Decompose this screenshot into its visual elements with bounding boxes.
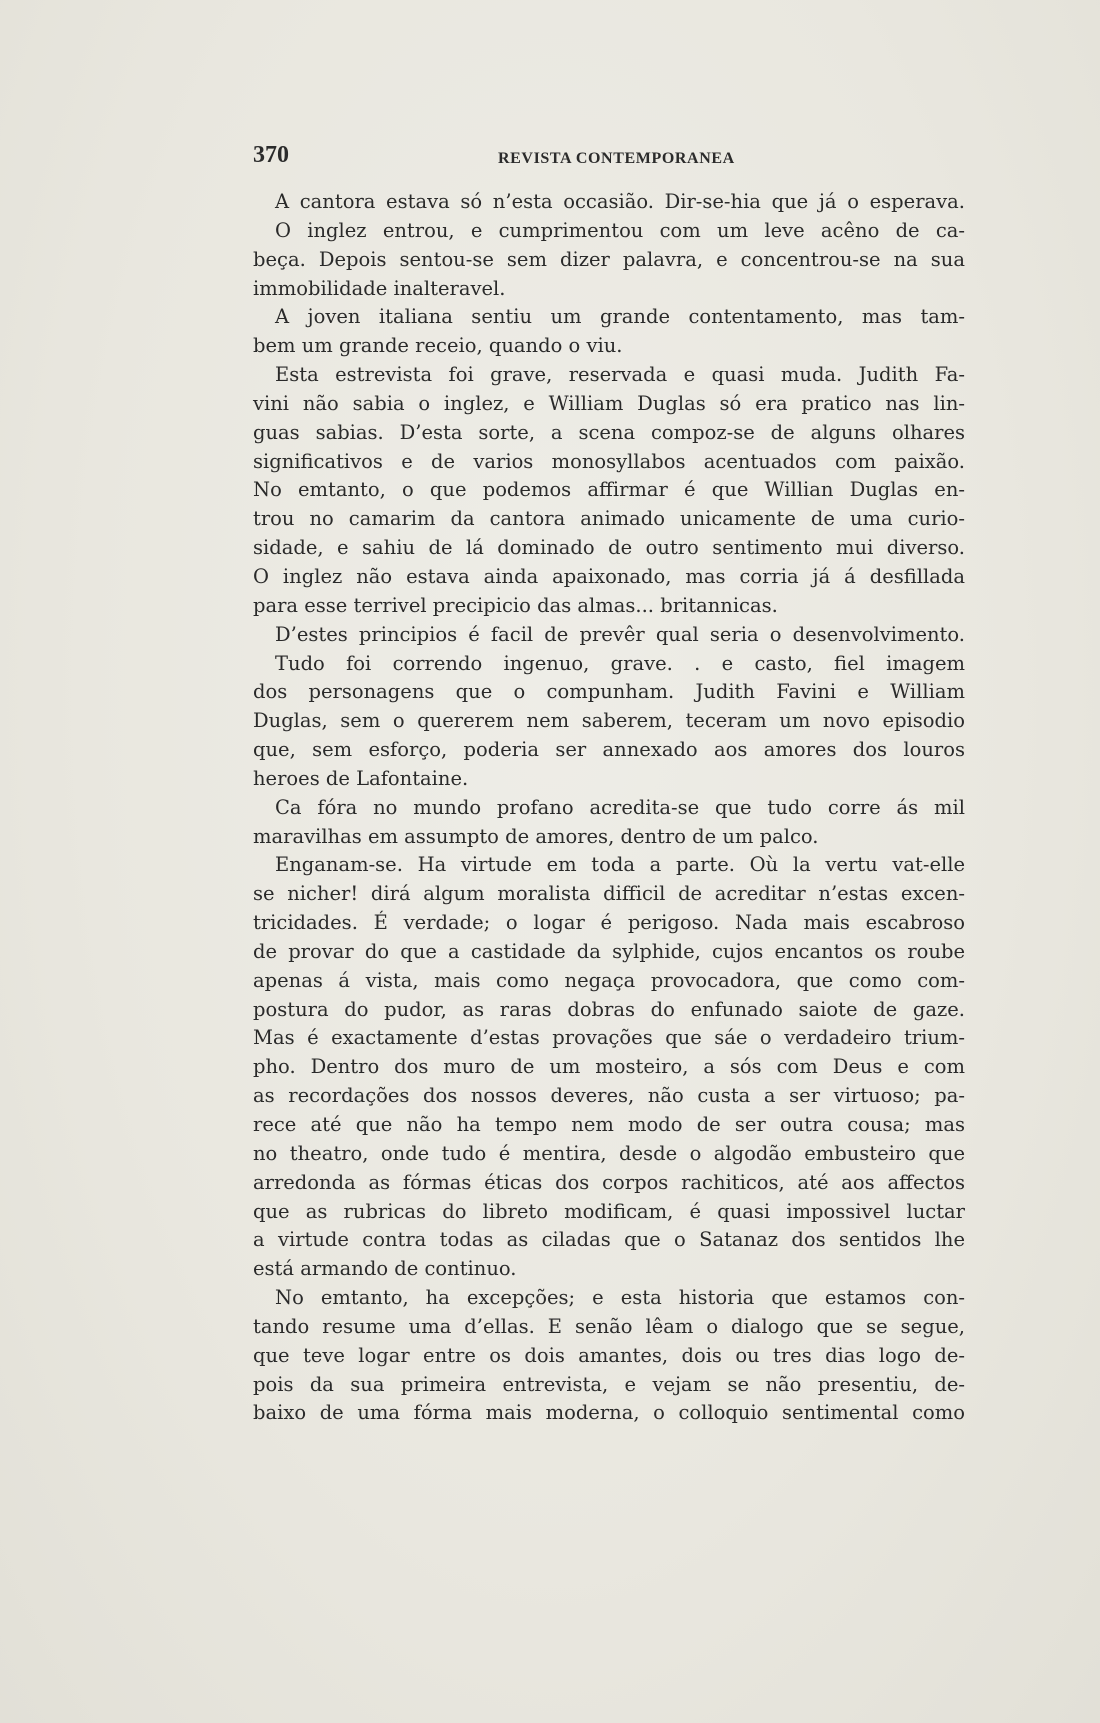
text-line: vini não sabia o inglez, e William Duglas só era pratico nas lin- bbox=[253, 391, 965, 415]
text-line: dos personagens que o compunham. Judith Favini e William bbox=[253, 680, 965, 704]
text-line: pois da sua primeira entrevista, e vejam se não presentiu, de- bbox=[253, 1372, 965, 1396]
running-title: REVISTA CONTEMPORANEA bbox=[498, 150, 735, 167]
text-line: guas sabias. D’esta sorte, a scena compoz-se de alguns olhares bbox=[253, 420, 965, 444]
page-header bbox=[253, 142, 965, 176]
text-line: postura do pudor, as raras dobras do enfunado saiote de gaze. bbox=[253, 997, 965, 1021]
text-line: apenas á vista, mais como negaça provocadora, que como com- bbox=[253, 968, 965, 992]
text-line: baixo de uma fórma mais moderna, o colloquio sentimental como bbox=[253, 1401, 965, 1425]
text-line: Mas é exactamente d’estas provações que sáe o verdadeiro trium- bbox=[253, 1026, 965, 1050]
text-line: No emtanto, ha excepções; e esta historia que estamos con- bbox=[275, 1286, 965, 1310]
text-line: Tudo foi correndo ingenuo, grave. . e casto, fiel imagem bbox=[275, 651, 965, 675]
text-line: no theatro, onde tudo é mentira, desde o algodão embusteiro que bbox=[253, 1141, 965, 1165]
page-number: 370 bbox=[253, 142, 289, 168]
text-line: immobilidade inalteravel. bbox=[253, 276, 506, 300]
text-line: bem um grande receio, quando o viu. bbox=[253, 334, 623, 358]
text-line: as recordações dos nossos deveres, não custa a ser virtuoso; pa- bbox=[253, 1084, 965, 1108]
text-line: que, sem esforço, poderia ser annexado aos amores dos louros bbox=[253, 738, 965, 762]
text-line: O inglez entrou, e cumprimentou com um leve acêno de ca- bbox=[275, 218, 965, 242]
text-line: D’estes principios é facil de prevêr qual seria o desenvolvimento. bbox=[275, 622, 965, 646]
text-line: se nicher! dirá algum moralista difficil de acreditar n’estas excen- bbox=[253, 882, 965, 906]
text-line: rece até que não ha tempo nem modo de ser outra cousa; mas bbox=[253, 1113, 965, 1136]
text-line: Ca fóra no mundo profano acredita-se que tudo corre ás mil bbox=[275, 795, 965, 819]
text-line: A joven italiana sentiu um grande contentamento, mas tam- bbox=[275, 305, 965, 329]
text-line: que as rubricas do libreto modificam, é quasi impossivel luctar bbox=[253, 1199, 965, 1223]
body-text bbox=[253, 188, 965, 1428]
text-line: No emtanto, o que podemos affirmar é que Willian Duglas en- bbox=[253, 478, 965, 502]
text-line: Duglas, sem o quererem nem saberem, teceram um novo episodio bbox=[253, 709, 965, 733]
text-line: O inglez não estava ainda apaixonado, mas corria já á desfillada bbox=[253, 564, 965, 588]
text-line: heroes de Lafontaine. bbox=[253, 766, 469, 790]
text-line: beça. Depois sentou-se sem dizer palavra, e concentrou-se na sua bbox=[253, 247, 965, 271]
text-line: trou no camarim da cantora animado unicamente de uma curio- bbox=[253, 507, 965, 531]
text-line: Enganam-se. Ha virtude em toda a parte. Où la vertu vat-elle bbox=[275, 853, 965, 877]
text-line: a virtude contra todas as ciladas que o Satanaz dos sentidos lhe bbox=[253, 1228, 965, 1252]
text-line: maravilhas em assumpto de amores, dentro de um palco. bbox=[253, 824, 819, 848]
text-line: Esta estrevista foi grave, reservada e quasi muda. Judith Fa- bbox=[275, 363, 965, 387]
text-line: sidade, e sahiu de lá dominado de outro sentimento mui diverso. bbox=[253, 536, 965, 560]
text-line: arredonda as fórmas éticas dos corpos rachiticos, até aos affectos bbox=[253, 1170, 965, 1194]
text-line: tando resume uma d’ellas. E senão lêam o dialogo que se segue, bbox=[253, 1314, 965, 1338]
text-line: de provar do que a castidade da sylphide, cujos encantos os roube bbox=[253, 939, 965, 963]
text-line: está armando de continuo. bbox=[253, 1257, 517, 1281]
text-line: pho. Dentro dos muro de um mosteiro, a sós com Deus e com bbox=[253, 1055, 965, 1079]
text-line: A cantora estava só n’esta occasião. Dir-se-hia que já o esperava. bbox=[275, 190, 965, 213]
text-line: significativos e de varios monosyllabos acentuados com paixão. bbox=[253, 449, 965, 473]
text-line: tricidades. É verdade; o logar é perigoso. Nada mais escabroso bbox=[253, 911, 965, 935]
text-line: que teve logar entre os dois amantes, dois ou tres dias logo de- bbox=[253, 1343, 965, 1367]
text-line: para esse terrivel precipicio das almas... britannicas. bbox=[253, 593, 778, 617]
